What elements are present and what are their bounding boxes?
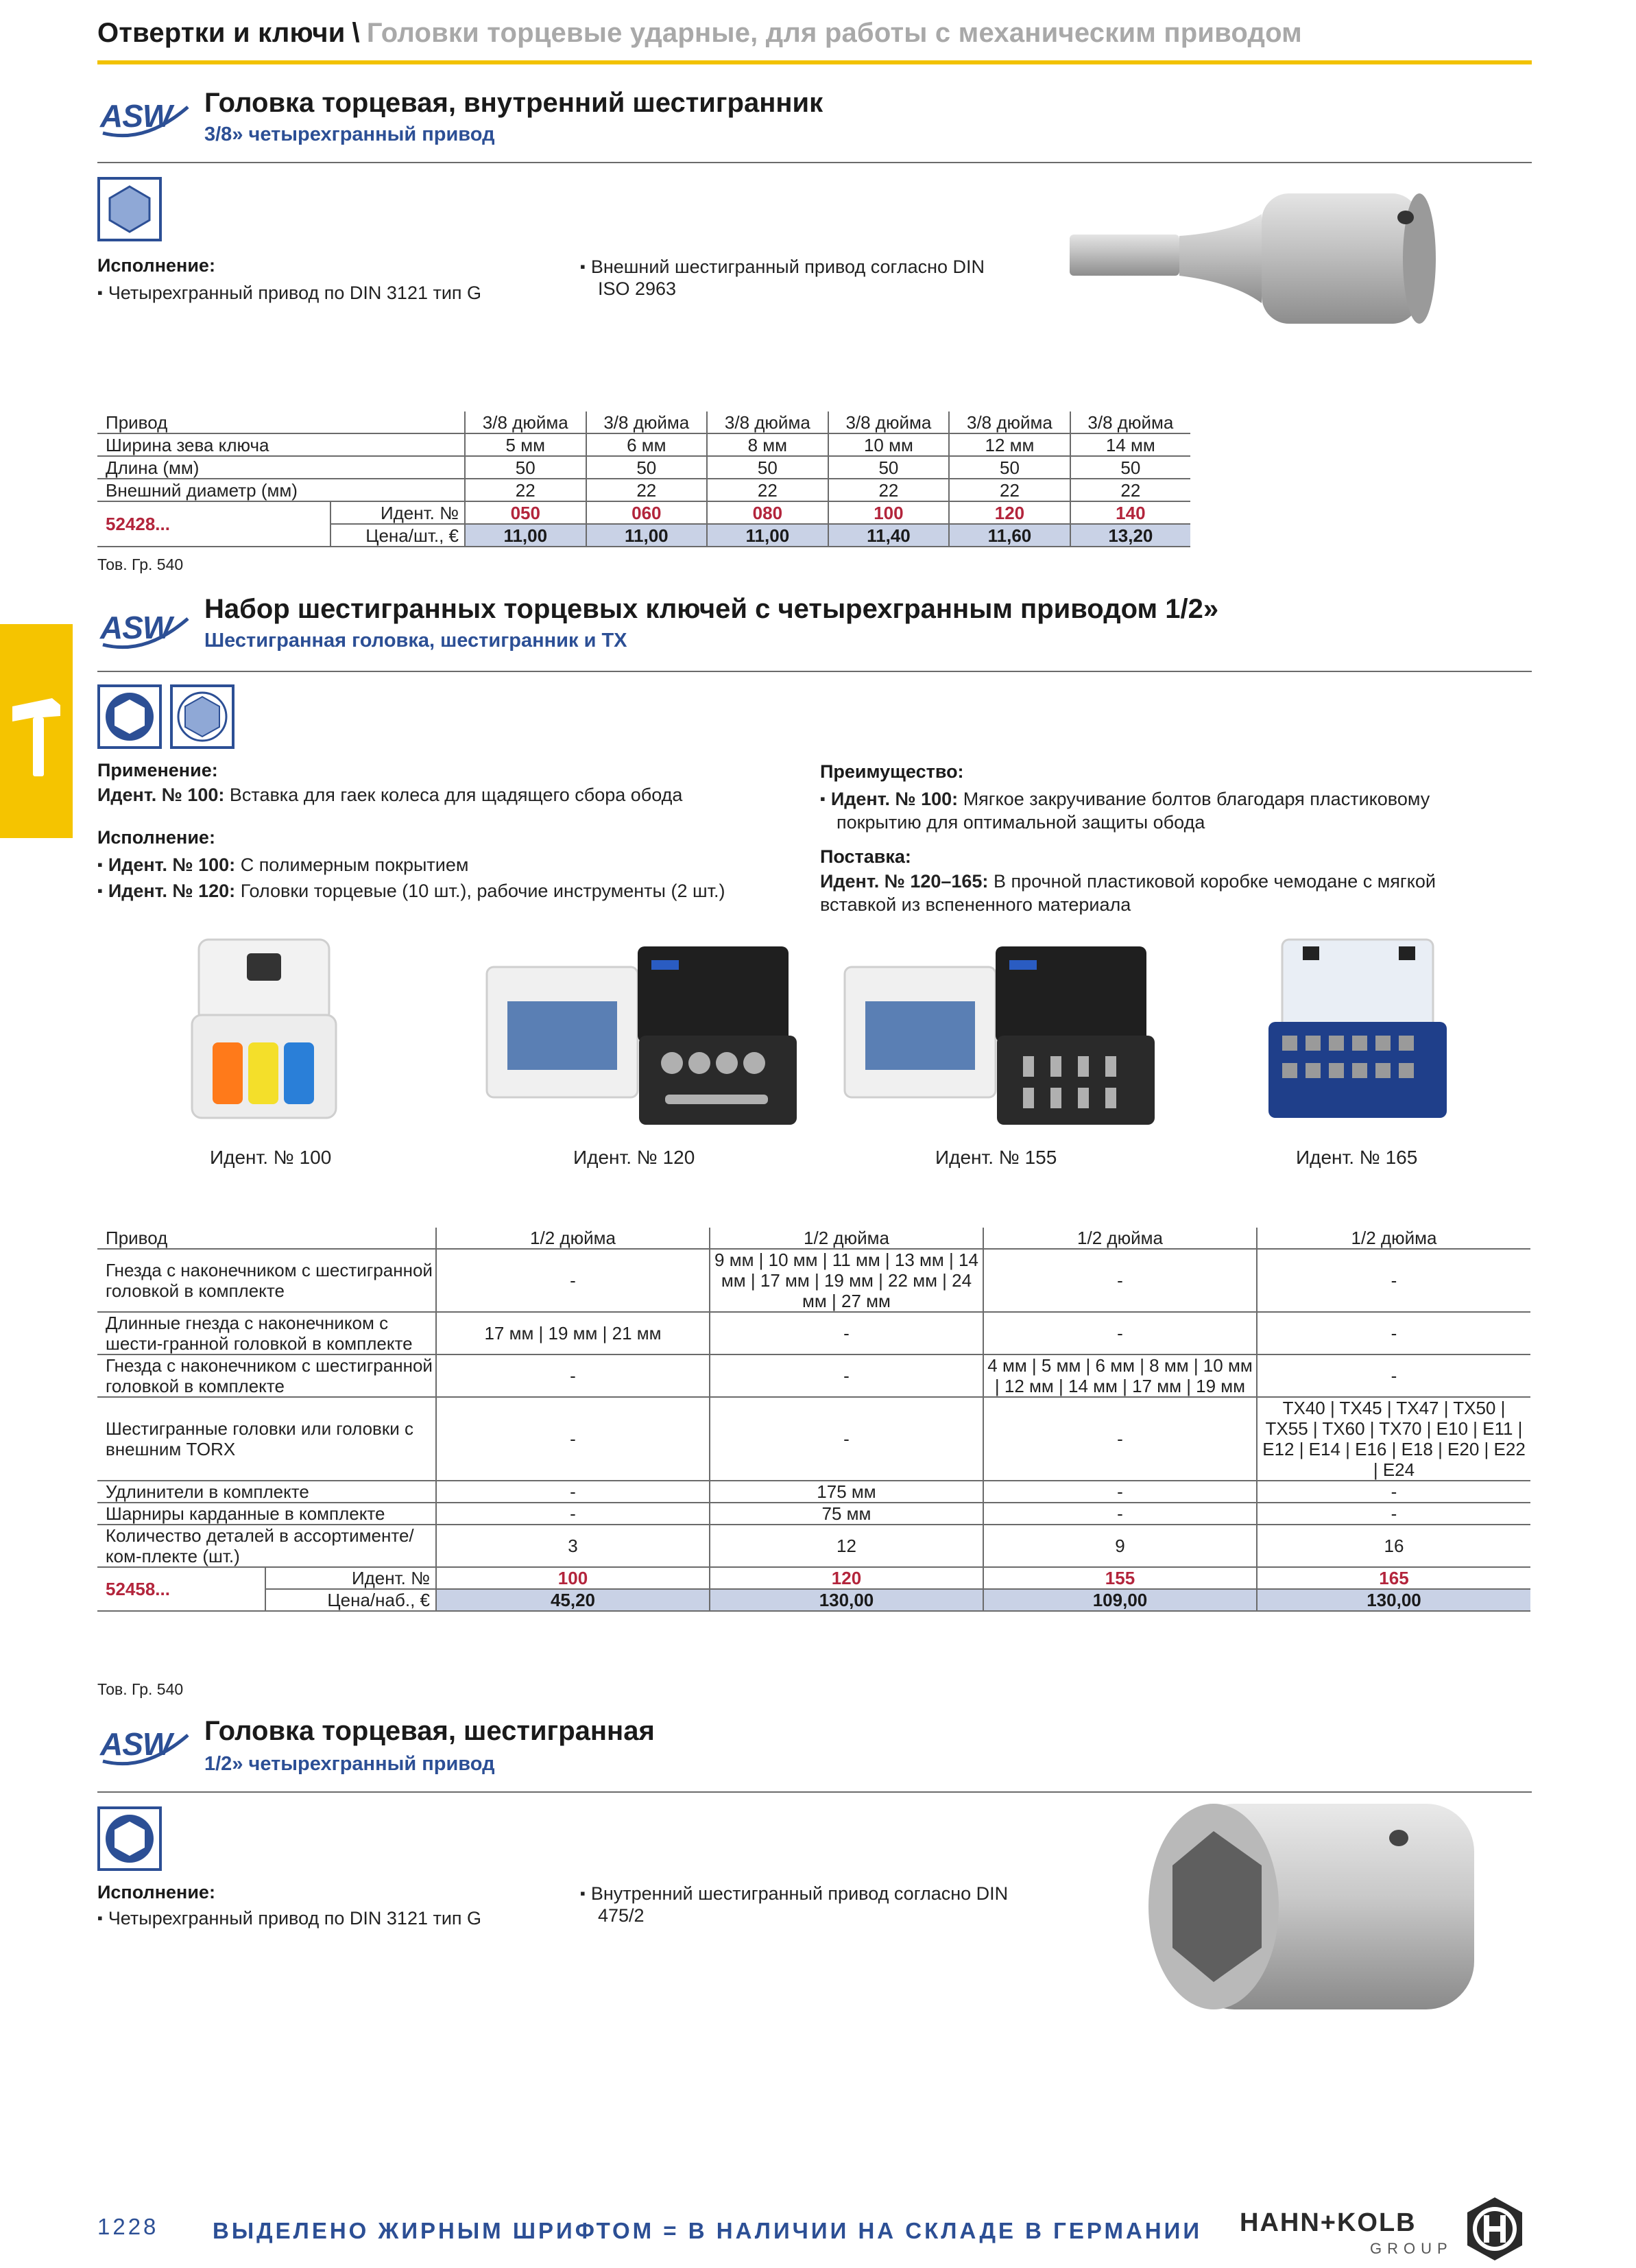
- table-cell: 17 мм | 19 мм | 21 мм: [436, 1312, 710, 1354]
- table-cell: 22: [586, 479, 708, 501]
- table-cell: 12: [710, 1525, 983, 1567]
- table-cell: 8 мм: [707, 433, 828, 456]
- ident-row: [97, 501, 1190, 524]
- article-number: 52458...: [97, 1567, 265, 1611]
- row-label: Шестигранные головки или головки с внешним TORX: [97, 1397, 436, 1481]
- section2-supply-line2: вставкой из вспененного материала: [820, 894, 1131, 915]
- table-row: [97, 479, 1190, 501]
- row-label: Гнезда с наконечником с шестигранной головкой в комплекте: [97, 1354, 436, 1397]
- price-value: 11,40: [828, 524, 950, 547]
- table-cell: 50: [828, 456, 950, 479]
- ident-row: [97, 1567, 1530, 1589]
- section1-exec-item: ▪ Четырехгранный привод по DIN 3121 тип G: [97, 281, 481, 306]
- header-subcategory: Головки торцевые ударные, для работы с механическим приводом: [366, 18, 1302, 48]
- table-cell: 10 мм: [828, 433, 950, 456]
- section1-product-image: [1056, 173, 1536, 344]
- section1-title: Головка торцевая, внутренний шестигранник: [204, 88, 823, 118]
- table-row: [97, 433, 1190, 456]
- table-cell: TX40 | TX45 | TX47 | TX50 | TX55 | TX60 | TX70 | E10 | E11 | E12 | E14 | E16 | E18 | E20 | E22 | E24: [1257, 1397, 1530, 1481]
- table-cell: -: [1257, 1503, 1530, 1525]
- price-value: 11,60: [949, 524, 1070, 547]
- table-row: [97, 1481, 1530, 1503]
- kit-caption-100: Идент. № 100: [210, 1147, 332, 1168]
- table-cell: -: [436, 1503, 710, 1525]
- section2-adv-line1: ▪ Идент. № 100: Мягкое закручивание болтов благодаря пластиковому: [820, 787, 1430, 812]
- table-cell: 3/8 дюйма: [1070, 411, 1190, 433]
- section3-subtitle: 1/2» четырехгранный привод: [204, 1753, 495, 1775]
- header-separator: \: [352, 18, 360, 48]
- side-category-tab[interactable]: [0, 624, 73, 838]
- table-cell: 1/2 дюйма: [983, 1228, 1257, 1249]
- row-label: Привод: [97, 411, 465, 433]
- table-cell: -: [983, 1481, 1257, 1503]
- hk-logo-group: GROUP: [1370, 2240, 1453, 2257]
- header-rule: [97, 60, 1532, 64]
- ident-value: 060: [586, 501, 708, 524]
- table-cell: 3/8 дюйма: [707, 411, 828, 433]
- row-label: Удлинители в комплекте: [97, 1481, 436, 1503]
- section3-product-image: [1124, 1790, 1508, 2030]
- section2-spec-table: [97, 1228, 1530, 1612]
- price-value: 13,20: [1070, 524, 1190, 547]
- table-row: [97, 1354, 1530, 1397]
- table-cell: 50: [707, 456, 828, 479]
- table-cell: 5 мм: [465, 433, 586, 456]
- table-cell: -: [983, 1397, 1257, 1481]
- section2-subtitle: Шестигранная головка, шестигранник и TX: [204, 630, 627, 652]
- section1-exec-label: Исполнение:: [97, 255, 215, 276]
- section1-right-item-line1: ▪ Внешний шестигранный привод согласно DIN: [580, 255, 985, 280]
- hk-logo-text: HAHN+KOLB: [1240, 2208, 1417, 2237]
- asw-logo: [97, 93, 189, 139]
- table-row: [97, 1503, 1530, 1525]
- section2-exec-item1: ▪ Идент. № 100: С полимерным покрытием: [97, 853, 468, 878]
- section2-title: Набор шестигранных торцевых ключей с четырехгранным приводом 1/2»: [204, 594, 1219, 624]
- table-cell: -: [710, 1312, 983, 1354]
- table-cell: 9 мм | 10 мм | 11 мм | 13 мм | 14 мм | 17 мм | 19 мм | 22 мм | 24 мм | 27 мм: [710, 1249, 983, 1312]
- kit-caption-165: Идент. № 165: [1296, 1147, 1418, 1168]
- price-value: 109,00: [983, 1589, 1257, 1611]
- table-cell: 1/2 дюйма: [1257, 1228, 1530, 1249]
- price-value: 130,00: [710, 1589, 983, 1611]
- table-cell: 22: [828, 479, 950, 501]
- row-label: Внешний диаметр (мм): [97, 479, 465, 501]
- section2-app-label: Применение:: [97, 760, 218, 780]
- asw-logo-text: ASW: [100, 98, 172, 134]
- kit-165-image: [1262, 933, 1467, 1132]
- row-label: Количество деталей в ассортименте/ком-плекте (шт.): [97, 1525, 436, 1567]
- table-cell: -: [710, 1397, 983, 1481]
- asw-logo-text: ASW: [100, 1726, 172, 1762]
- price-value: 11,00: [707, 524, 828, 547]
- asw-logo: [97, 605, 189, 650]
- page-header: [97, 18, 1302, 49]
- table-cell: -: [1257, 1312, 1530, 1354]
- section3-exec-item: ▪ Четырехгранный привод по DIN 3121 тип G: [97, 1907, 481, 1931]
- table-cell: -: [983, 1503, 1257, 1525]
- table-cell: 6 мм: [586, 433, 708, 456]
- table-cell: 22: [465, 479, 586, 501]
- table-cell: 22: [707, 479, 828, 501]
- table-cell: -: [1257, 1481, 1530, 1503]
- table-cell: -: [436, 1481, 710, 1503]
- section1-subtitle: 3/8» четырехгранный привод: [204, 123, 495, 145]
- ident-value: 120: [710, 1567, 983, 1589]
- table-cell: 50: [586, 456, 708, 479]
- kit-155-image: [838, 933, 1160, 1132]
- section2-supply-line1: Идент. № 120–165: В прочной пластиковой коробке чемодане с мягкой: [820, 871, 1436, 892]
- price-value: 130,00: [1257, 1589, 1530, 1611]
- ident-value: 120: [949, 501, 1070, 524]
- table-cell: 3/8 дюйма: [828, 411, 950, 433]
- table-row: [97, 1249, 1530, 1312]
- price-value: 11,00: [465, 524, 586, 547]
- footer-note: ВЫДЕЛЕНО ЖИРНЫМ ШРИФТОМ = В НАЛИЧИИ НА СКЛАДЕ В ГЕРМАНИИ: [213, 2218, 1203, 2243]
- table-row: [97, 1397, 1530, 1481]
- price-row: [97, 1589, 1530, 1611]
- kit-120-image: [480, 933, 802, 1132]
- row-label: Длина (мм): [97, 456, 465, 479]
- table-cell: 50: [1070, 456, 1190, 479]
- table-cell: -: [436, 1354, 710, 1397]
- section1-spec-table: [97, 411, 1190, 547]
- ident-label: Идент. №: [330, 501, 465, 524]
- table-cell: -: [983, 1249, 1257, 1312]
- table-cell: -: [1257, 1354, 1530, 1397]
- section2-exec-item2: ▪ Идент. № 120: Головки торцевые (10 шт.), рабочие инструменты (2 шт.): [97, 879, 725, 904]
- table-cell: 4 мм | 5 мм | 6 мм | 8 мм | 10 мм | 12 мм | 14 мм | 17 мм | 19 мм: [983, 1354, 1257, 1397]
- section1-right-item-line2: ISO 2963: [598, 278, 677, 299]
- section2-tov-gr: Тов. Гр. 540: [97, 1680, 184, 1698]
- table-row: [97, 1525, 1530, 1567]
- table-row: [97, 1228, 1530, 1249]
- ident-value: 165: [1257, 1567, 1530, 1589]
- table-cell: -: [1257, 1249, 1530, 1312]
- table-cell: 22: [1070, 479, 1190, 501]
- row-label: Ширина зева ключа: [97, 433, 465, 456]
- ident-value: 080: [707, 501, 828, 524]
- section2-hex-bit-icon: [170, 684, 234, 749]
- table-cell: 22: [949, 479, 1070, 501]
- ident-value: 155: [983, 1567, 1257, 1589]
- table-row: [97, 1312, 1530, 1354]
- page-number: 1228: [97, 2214, 159, 2239]
- hammer-icon: [0, 624, 73, 838]
- ident-value: 140: [1070, 501, 1190, 524]
- ident-value: 100: [828, 501, 950, 524]
- table-cell: 14 мм: [1070, 433, 1190, 456]
- table-cell: -: [983, 1312, 1257, 1354]
- table-cell: -: [710, 1354, 983, 1397]
- price-value: 11,00: [586, 524, 708, 547]
- asw-logo-text: ASW: [100, 610, 172, 645]
- section1-rule: [97, 162, 1532, 163]
- table-cell: 12 мм: [949, 433, 1070, 456]
- section2-app-text: Идент. № 100: Вставка для гаек колеса для щадящего сбора обода: [97, 785, 683, 805]
- table-cell: 3/8 дюйма: [586, 411, 708, 433]
- section2-exec-label: Исполнение:: [97, 827, 215, 848]
- asw-logo: [97, 1721, 189, 1767]
- section2-hex-socket-icon: [97, 684, 162, 749]
- table-row: [97, 411, 1190, 433]
- table-cell: -: [436, 1397, 710, 1481]
- section1-hex-outer-icon: [97, 177, 162, 241]
- table-row: [97, 456, 1190, 479]
- table-cell: 16: [1257, 1525, 1530, 1567]
- kit-100-image: [185, 933, 357, 1132]
- table-cell: 3/8 дюйма: [465, 411, 586, 433]
- table-cell: 9: [983, 1525, 1257, 1567]
- row-label: Длинные гнезда с наконечником с шести-гранной головкой в комплекте: [97, 1312, 436, 1354]
- row-label: Гнезда с наконечником с шестигранной головкой в комплекте: [97, 1249, 436, 1312]
- section2-adv-label: Преимущество:: [820, 761, 964, 782]
- row-label: Привод: [97, 1228, 436, 1249]
- kit-caption-155: Идент. № 155: [935, 1147, 1057, 1168]
- table-cell: 75 мм: [710, 1503, 983, 1525]
- table-cell: 50: [949, 456, 1070, 479]
- ident-value: 100: [436, 1567, 710, 1589]
- hahn-kolb-logo: [1240, 2195, 1528, 2263]
- row-label: Шарниры карданные в комплекте: [97, 1503, 436, 1525]
- section2-supply-label: Поставка:: [820, 846, 911, 867]
- table-cell: 175 мм: [710, 1481, 983, 1503]
- ident-value: 050: [465, 501, 586, 524]
- table-cell: 1/2 дюйма: [436, 1228, 710, 1249]
- table-cell: 3: [436, 1525, 710, 1567]
- price-value: 45,20: [436, 1589, 710, 1611]
- section2-adv-line2: покрытию для оптимальной защиты обода: [837, 812, 1205, 833]
- section3-right-item-line2: 475/2: [598, 1905, 645, 1926]
- section3-right-item-line1: ▪ Внутренний шестигранный привод согласно DIN: [580, 1882, 1008, 1907]
- section1-tov-gr: Тов. Гр. 540: [97, 556, 184, 573]
- section2-rule: [97, 671, 1532, 672]
- table-cell: 3/8 дюйма: [949, 411, 1070, 433]
- price-label: Цена/наб., €: [265, 1589, 436, 1611]
- table-cell: -: [436, 1249, 710, 1312]
- table-cell: 1/2 дюйма: [710, 1228, 983, 1249]
- kit-caption-120: Идент. № 120: [573, 1147, 695, 1168]
- article-number: 52428...: [97, 501, 330, 547]
- header-category: Отвертки и ключи: [97, 18, 346, 48]
- section3-hex-socket-icon: [97, 1806, 162, 1871]
- section3-exec-label: Исполнение:: [97, 1882, 215, 1902]
- table-cell: 50: [465, 456, 586, 479]
- section3-title: Головка торцевая, шестигранная: [204, 1716, 655, 1746]
- price-label: Цена/шт., €: [330, 524, 465, 547]
- ident-label: Идент. №: [265, 1567, 436, 1589]
